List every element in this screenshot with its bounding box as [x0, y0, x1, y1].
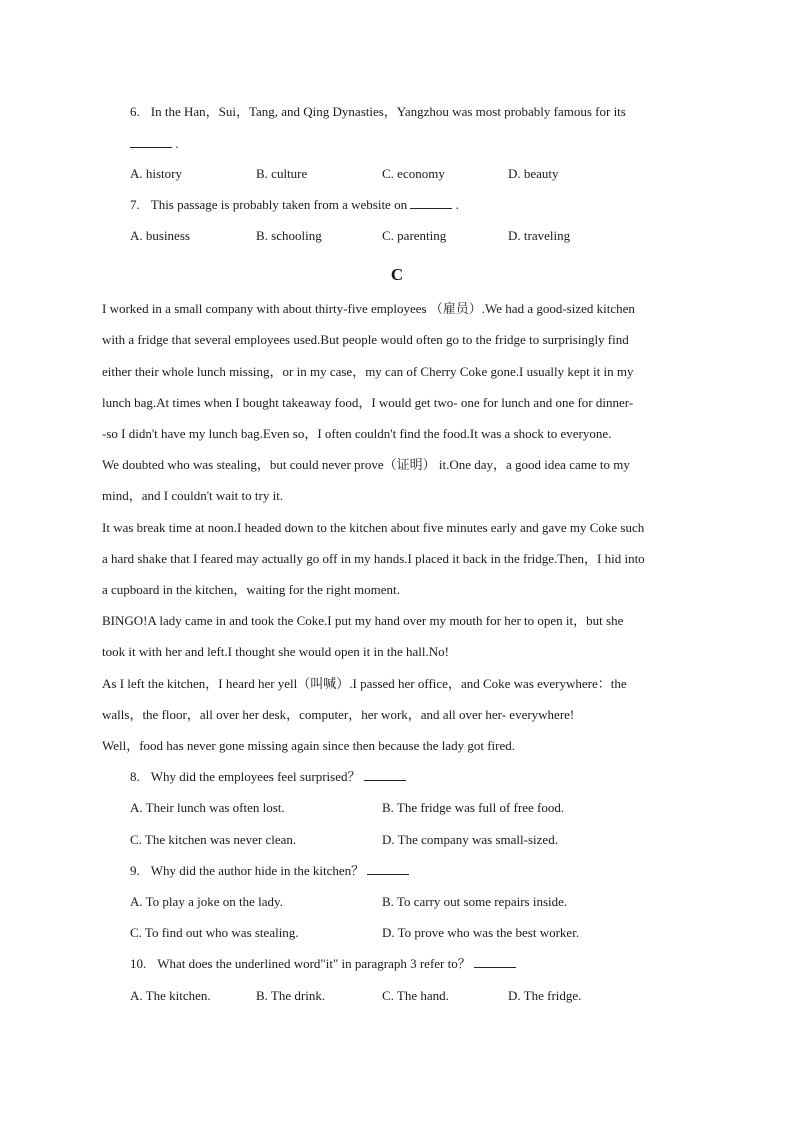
passage-line: Well，food has never gone missing again since then because the lady got fired.	[102, 738, 516, 753]
passage-line: We doubted who was stealing，but could never prove（证明） it.One day，a good idea came to my	[102, 457, 630, 472]
option-c: C. The hand.	[382, 988, 449, 1003]
question-number: 10.	[130, 956, 147, 971]
passage-line: either their whole lunch missing，or in my case，my can of Cherry Coke gone.I usually kept it in my	[102, 364, 634, 379]
option-d: D. traveling	[508, 228, 571, 243]
option-a: A. history	[130, 166, 182, 181]
question-6-blank-line	[130, 136, 179, 152]
option-d: D. The fridge.	[508, 988, 582, 1003]
question-10	[130, 956, 516, 972]
question-7	[130, 197, 459, 213]
passage-line: lunch bag.At times when I bought takeaway food，I would get two- one for lunch and one for dinner-	[102, 395, 634, 410]
option-d: D. The company was small-sized.	[382, 832, 558, 847]
passage-line: It was break time at noon.I headed down to the kitchen about five minutes early and gave my Coke such	[102, 520, 645, 535]
option-a: A. business	[130, 228, 190, 243]
section-title: C	[390, 265, 404, 284]
answer-blank	[364, 769, 406, 781]
question-number: 9.	[130, 863, 140, 878]
question-number: 6.	[130, 104, 140, 119]
question-end-mark: .	[455, 197, 459, 212]
passage-line: BINGO!A lady came in and took the Coke.I put my hand over my mouth for her to open it，but she	[102, 613, 624, 628]
question-end-mark: .	[175, 136, 179, 151]
option-a: A. Their lunch was often lost.	[130, 800, 285, 815]
question-text: Why did the author hide in the kitchen？	[150, 863, 365, 878]
question-6	[130, 104, 626, 120]
passage-line: -so I didn't have my lunch bag.Even so，I often couldn't find the food.It was a shock to everyone.	[102, 426, 612, 441]
option-b: B. culture	[256, 166, 308, 181]
option-c: C. To find out who was stealing.	[130, 925, 299, 940]
answer-blank	[367, 863, 409, 875]
option-b: B. The fridge was full of free food.	[382, 800, 565, 815]
passage-line: with a fridge that several employees used.But people would often go to the fridge to surprisingly find	[102, 332, 629, 347]
option-b: B. The drink.	[256, 988, 326, 1003]
question-text: This passage is probably taken from a website on	[150, 197, 408, 212]
question-text: In the Han，Sui，Tang, and Qing Dynasties，Yangzhou was most probably famous for its	[150, 104, 626, 119]
passage-line: a hard shake that I feared may actually go off in my hands.I placed it back in the fridge.Then，I hid into	[102, 551, 645, 566]
option-b: B. schooling	[256, 228, 322, 243]
question-8	[130, 769, 406, 785]
question-text: What does the underlined word"it" in paragraph 3 refer to？	[157, 956, 471, 971]
answer-blank	[130, 136, 172, 148]
passage-line: walls，the floor，all over her desk，computer，her work，and all over her- everywhere!	[102, 707, 575, 722]
question-number: 7.	[130, 197, 140, 212]
question-9	[130, 863, 409, 879]
answer-blank	[474, 956, 516, 968]
option-c: C. The kitchen was never clean.	[130, 832, 297, 847]
option-a: A. To play a joke on the lady.	[130, 894, 283, 909]
passage-line: mind，and I couldn't wait to try it.	[102, 488, 284, 503]
option-a: A. The kitchen.	[130, 988, 211, 1003]
option-b: B. To carry out some repairs inside.	[382, 894, 568, 909]
passage-line: took it with her and left.I thought she would open it in the hall.No!	[102, 644, 449, 659]
option-d: D. To prove who was the best worker.	[382, 925, 580, 940]
passage-line: As I left the kitchen，I heard her yell（叫喊）.I passed her office，and Coke was everywhere：the	[102, 676, 627, 691]
question-text: Why did the employees feel surprised？	[150, 769, 361, 784]
passage-line: I worked in a small company with about thirty-five employees （雇员）.We had a good-sized kitchen	[102, 301, 635, 316]
passage-line: a cupboard in the kitchen，waiting for the right moment.	[102, 582, 400, 597]
question-number: 8.	[130, 769, 140, 784]
answer-blank	[410, 197, 452, 209]
option-c: C. economy	[382, 166, 445, 181]
option-c: C. parenting	[382, 228, 447, 243]
option-d: D. beauty	[508, 166, 559, 181]
